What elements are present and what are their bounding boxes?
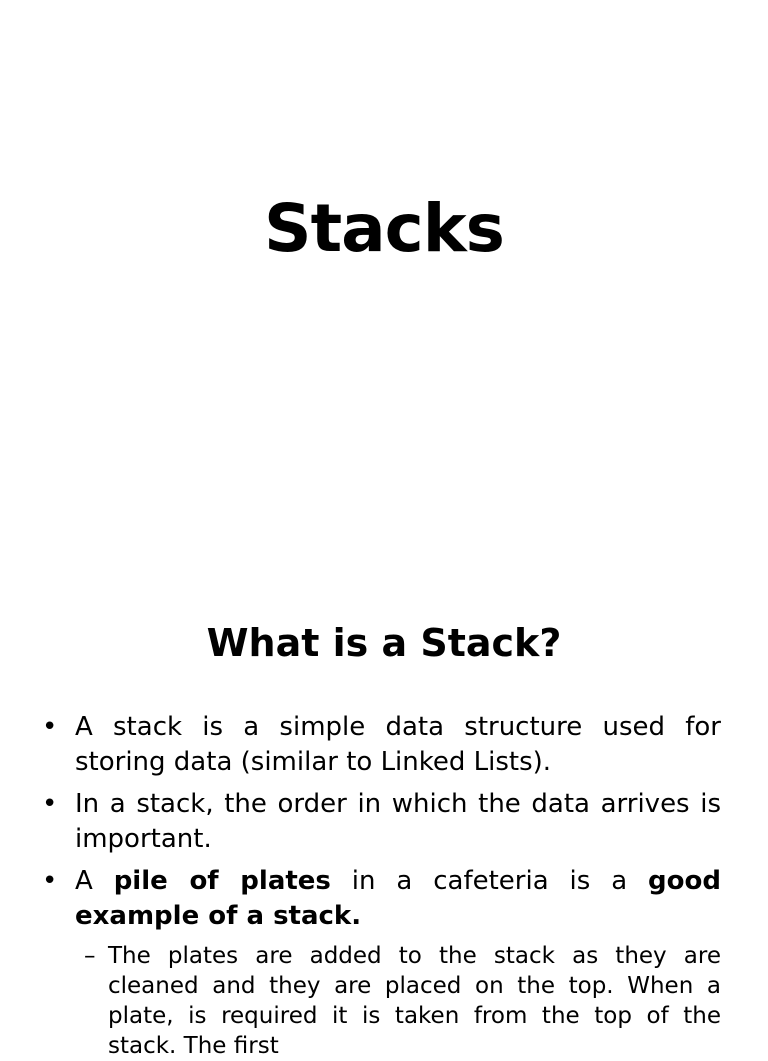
bullet-text: In a stack, the order in which the data arrives is important. [75, 789, 721, 854]
sub-bullet-item [42, 941, 721, 1061]
bullet-list [42, 710, 721, 1061]
bullet-text: A stack is a simple data structure used for storing data (similar to Linked Lists). [75, 712, 721, 777]
bullet-text-part: A [75, 866, 114, 896]
bullet-bold-text: pile of plates [113, 866, 331, 896]
bullet-item [42, 787, 721, 857]
bullet-text-part: in a cafeteria is a [330, 866, 649, 896]
sub-bullet-text: The plates are added to the stack as they are cleaned and they are placed on the top. When a plate, is required it is taken from the top of the stack. The first [108, 943, 721, 1059]
bullet-item [42, 710, 721, 780]
bullet-marker: • [42, 866, 58, 896]
bullet-marker: • [42, 789, 58, 819]
slide-title: Stacks [264, 190, 504, 267]
sub-bullet-marker: – [84, 943, 96, 969]
bullet-item [42, 864, 721, 934]
bullet-marker: • [42, 712, 58, 742]
bullet-text [75, 866, 721, 931]
slide-heading: What is a Stack? [206, 621, 562, 665]
bullet-bold-text: good example of a stack. [75, 866, 721, 931]
content-slide [0, 576, 768, 1059]
